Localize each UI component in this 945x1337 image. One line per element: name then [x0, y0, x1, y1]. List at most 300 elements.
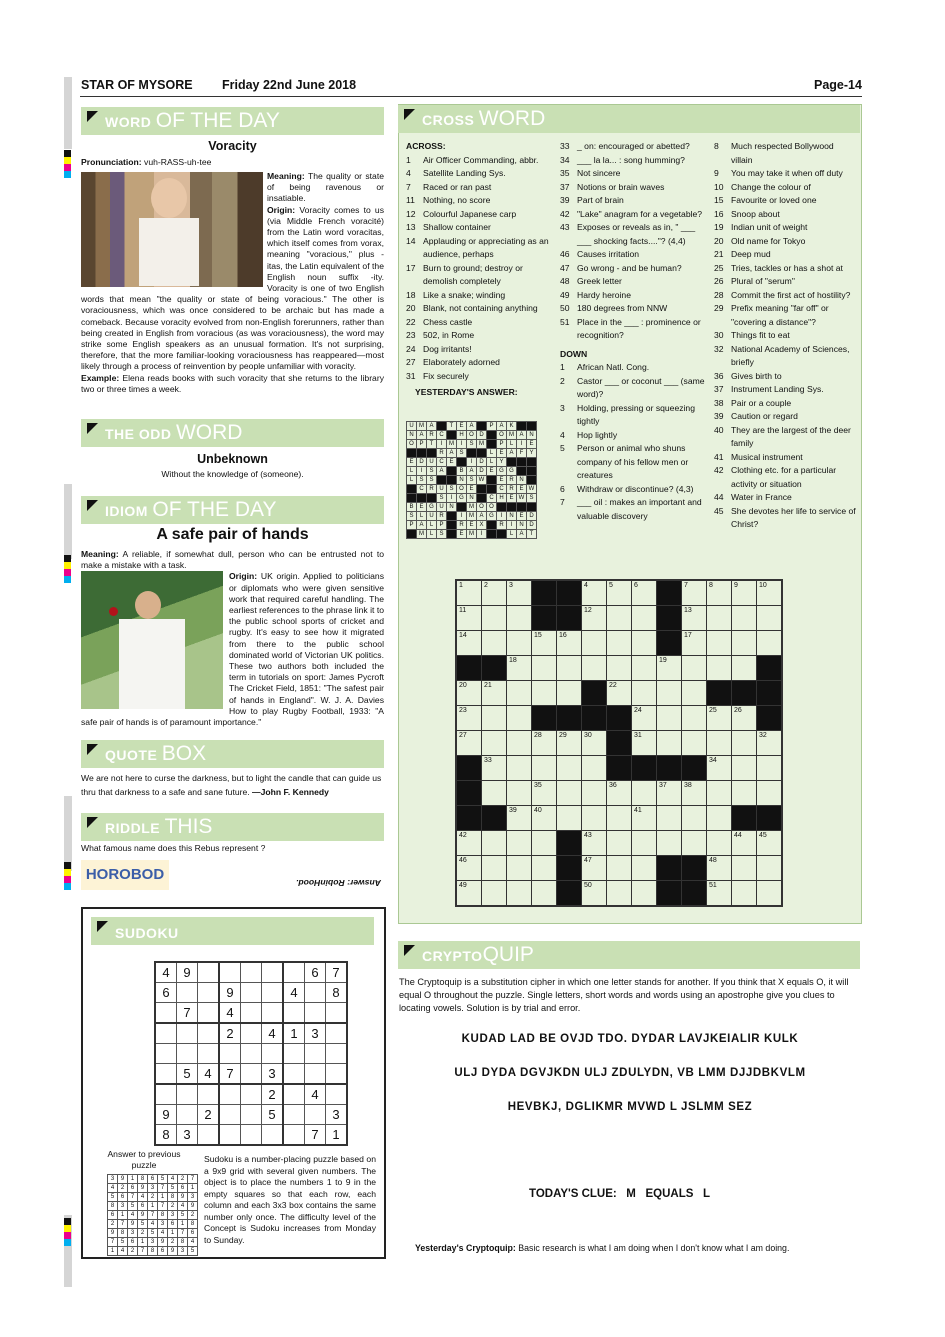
yesterday-cell: N: [447, 503, 457, 512]
crossword-cell[interactable]: 25: [707, 706, 732, 731]
sudoku-cell[interactable]: [155, 1064, 177, 1085]
yesterday-cell: R: [427, 485, 437, 494]
crossword-cell[interactable]: [632, 881, 657, 907]
crossword-black-cell: [557, 706, 582, 731]
crossword-cell[interactable]: 20: [456, 681, 482, 706]
sudoku-cell: 3: [305, 1023, 326, 1044]
across-clues-col1: ACROSS: 1 Air Officer Commanding, abbr. 4 Satellite Landing Sys. 7 Raced or ran past 11 Nothing, no score 12 Colourful Japanese carp 13 Shallow container 14 Applauding or appreciating as an audience, perhaps 17 Burn to ground; destroy or demolish completely 18 Like a snake; winding 20 Blank, not containing anything 22 Chess castle 23 502, in Rome 24 Dog irritants! 27 Elaborately adorned 31 Fix securely YESTERDAY'S ANSWER:: [406, 140, 556, 400]
sudoku-answer-cell: 5: [108, 1193, 118, 1202]
crossword-cell[interactable]: 47: [582, 856, 607, 881]
sudoku-cell[interactable]: [177, 1023, 198, 1044]
sudoku-cell: 4: [198, 1064, 220, 1085]
sudoku-cell[interactable]: [155, 1084, 177, 1105]
crossword-black-cell: [582, 681, 607, 706]
yesterday-cell: Y: [527, 449, 537, 458]
yesterday-cell: I: [517, 440, 527, 449]
crossword-cell[interactable]: [507, 781, 532, 806]
crossword-black-cell: [456, 781, 482, 806]
sudoku-cell[interactable]: [219, 1044, 241, 1064]
crossword-cell[interactable]: [682, 806, 707, 831]
crossword-cell[interactable]: [707, 606, 732, 631]
crossword-black-cell: [757, 656, 783, 681]
yesterday-cell: [437, 476, 447, 485]
sudoku-cell[interactable]: [326, 1023, 348, 1044]
crossword-cell[interactable]: [507, 831, 532, 856]
yesterday-cell: [497, 530, 507, 539]
sudoku-answer-cell: 2: [108, 1220, 118, 1229]
crossword-cell[interactable]: [532, 681, 557, 706]
sudoku-answer-cell: 2: [168, 1238, 178, 1247]
crossword-cell[interactable]: 14: [456, 631, 482, 656]
crossword-cell[interactable]: [507, 731, 532, 756]
crossword-cell[interactable]: [582, 656, 607, 681]
sudoku-cell[interactable]: [283, 1125, 305, 1146]
crossword-cell[interactable]: 10: [757, 580, 783, 606]
yesterday-cell: [407, 494, 417, 503]
crossword-cell[interactable]: [532, 656, 557, 681]
crossword-cell[interactable]: [482, 706, 507, 731]
sudoku-cell[interactable]: [155, 1023, 177, 1044]
sudoku-answer-cell: 6: [178, 1184, 188, 1193]
sudoku-cell[interactable]: [326, 1003, 348, 1024]
crossword-cell[interactable]: 8: [707, 580, 732, 606]
crossword-cell[interactable]: 51: [707, 881, 732, 907]
yesterday-cell: A: [427, 422, 437, 431]
sudoku-cell[interactable]: [219, 1105, 241, 1125]
crossword-cell[interactable]: [707, 631, 732, 656]
crossword-cell[interactable]: [682, 731, 707, 756]
sudoku-answer-cell: 3: [158, 1220, 168, 1229]
crossword-cell[interactable]: 31: [632, 731, 657, 756]
crossword-cell[interactable]: 24: [632, 706, 657, 731]
sudoku-cell[interactable]: [241, 1003, 262, 1024]
sudoku-cell[interactable]: [262, 1003, 284, 1024]
sudoku-cell[interactable]: [283, 1064, 305, 1085]
clue-item: 30 Things fit to eat: [714, 330, 790, 340]
crossword-cell[interactable]: [507, 756, 532, 781]
crossword-cell[interactable]: [632, 856, 657, 881]
sudoku-cell[interactable]: [155, 1044, 177, 1064]
crossword-cell[interactable]: [507, 631, 532, 656]
sudoku-cell[interactable]: [326, 1044, 348, 1064]
crossword-cell[interactable]: [632, 606, 657, 631]
sudoku-cell[interactable]: [241, 962, 262, 983]
idiom-body: Meaning: A reliable, if somewhat dull, person who can be entrusted not to make a mistake with a task. Origin: UK origin. Applied to politicians or diplomats who were given sensitive work that required careful handling. The earliest references to the phrase link it to the public school sports of cricket and rugby. It's easy to see how it migrated from there to the public school dominated world of Victorian UK politics. These two authors both included the term in tutorials on sport: James Pycroft The Cricket Field, 1851: "The safest pair of hands in England". W. J. A. Davies How to play Rugby Football, 1933: "A safe pair of hands is of paramount importance.": [81, 549, 385, 728]
crossword-cell[interactable]: 36: [607, 781, 632, 806]
sudoku-cell[interactable]: [305, 1105, 326, 1125]
crossword-cell[interactable]: [707, 806, 732, 831]
crossword-cell[interactable]: [507, 881, 532, 907]
crossword-cell[interactable]: [607, 806, 632, 831]
sudoku-cell[interactable]: [241, 1044, 262, 1064]
crossword-cell[interactable]: [632, 656, 657, 681]
crossword-cell[interactable]: [607, 606, 632, 631]
crossword-cell[interactable]: 50: [582, 881, 607, 907]
clue-item: 48 Greek letter: [560, 276, 622, 286]
crossword-cell[interactable]: [607, 856, 632, 881]
crossword-cell[interactable]: [482, 731, 507, 756]
crossword-cell[interactable]: [607, 631, 632, 656]
sudoku-cell[interactable]: [326, 1084, 348, 1105]
sudoku-cell[interactable]: [305, 1003, 326, 1024]
crossword-cell[interactable]: 46: [456, 856, 482, 881]
yesterday-cell: I: [417, 467, 427, 476]
odd-word: Unbeknown: [197, 452, 268, 466]
clue-item: 13 Shallow container: [406, 222, 491, 232]
crossword-cell[interactable]: [582, 806, 607, 831]
crossword-cell[interactable]: 2: [482, 580, 507, 606]
crossword-cell[interactable]: [507, 606, 532, 631]
sudoku-cell[interactable]: [177, 1044, 198, 1064]
crossword-cell[interactable]: [657, 706, 682, 731]
crossword-cell[interactable]: [532, 856, 557, 881]
yesterday-cell: N: [467, 494, 477, 503]
crossword-cell[interactable]: [557, 806, 582, 831]
crossword-black-cell: [582, 706, 607, 731]
crossword-cell[interactable]: 12: [582, 606, 607, 631]
crossword-cell[interactable]: [757, 756, 783, 781]
sudoku-cell[interactable]: [305, 1044, 326, 1064]
yesterday-cell: E: [447, 458, 457, 467]
sudoku-cell[interactable]: [219, 1125, 241, 1146]
yesterday-cell: E: [467, 521, 477, 530]
yesterday-cell: B: [407, 503, 417, 512]
crossword-black-cell: [482, 656, 507, 681]
yesterday-cell: S: [427, 476, 437, 485]
sudoku-cell: 4: [219, 1003, 241, 1024]
crossword-cell[interactable]: 33: [482, 756, 507, 781]
yesterday-cell: M: [417, 530, 427, 539]
sudoku-answer-cell: 7: [108, 1238, 118, 1247]
crossword-cell[interactable]: [707, 656, 732, 681]
crossword-cell[interactable]: [757, 606, 783, 631]
crossword-cell[interactable]: 19: [657, 656, 682, 681]
crossword-cell[interactable]: [482, 631, 507, 656]
crossword-cell[interactable]: 11: [456, 606, 482, 631]
sudoku-cell[interactable]: [198, 1125, 220, 1146]
yesterday-cell: S: [437, 530, 447, 539]
crossword-cell[interactable]: 40: [532, 806, 557, 831]
crossword-cell[interactable]: [682, 656, 707, 681]
crossword-black-cell: [532, 580, 557, 606]
sudoku-answer-cell: 9: [178, 1193, 188, 1202]
crossword-cell[interactable]: 44: [732, 831, 757, 856]
crossword-cell[interactable]: 18: [507, 656, 532, 681]
crossword-cell[interactable]: [657, 731, 682, 756]
yesterday-cell: E: [407, 458, 417, 467]
crossword-cell[interactable]: 37: [657, 781, 682, 806]
crossword-cell[interactable]: [682, 706, 707, 731]
sudoku-cell[interactable]: [177, 1084, 198, 1105]
sudoku-cell[interactable]: [241, 1084, 262, 1105]
sudoku-answer-cell: 4: [118, 1247, 128, 1256]
crossword-cell[interactable]: [557, 656, 582, 681]
sudoku-cell[interactable]: [198, 983, 220, 1003]
crossword-black-cell: [557, 856, 582, 881]
crossword-cell[interactable]: [482, 606, 507, 631]
sudoku-cell[interactable]: [241, 1064, 262, 1085]
crossword-cell[interactable]: [657, 831, 682, 856]
yesterday-cell: I: [507, 521, 517, 530]
clue-item: 26 Plural of "serum": [714, 276, 795, 286]
yesterday-cell: M: [447, 440, 457, 449]
crossword-cell[interactable]: 4: [582, 580, 607, 606]
crossword-black-cell: [682, 856, 707, 881]
crossword-cell[interactable]: 13: [682, 606, 707, 631]
clue-item: 19 Indian unit of weight: [714, 222, 808, 232]
yesterday-cell: P: [497, 440, 507, 449]
yesterday-cell: E: [527, 440, 537, 449]
sudoku-answer-cell: 5: [148, 1229, 158, 1238]
sudoku-cell[interactable]: [177, 983, 198, 1003]
crossword-black-cell: [557, 881, 582, 907]
crossword-cell[interactable]: [607, 881, 632, 907]
crossword-cell[interactable]: 43: [582, 831, 607, 856]
yesterday-cell: [527, 458, 537, 467]
sudoku-answer-cell: 4: [158, 1229, 168, 1238]
sudoku-cell: 4: [262, 1023, 284, 1044]
crossword-cell[interactable]: 45: [757, 831, 783, 856]
crossword-cell[interactable]: 22: [607, 681, 632, 706]
sudoku-cell[interactable]: [198, 1084, 220, 1105]
crossword-black-cell: [456, 756, 482, 781]
sudoku-answer-cell: 8: [148, 1247, 158, 1256]
crossword-cell[interactable]: [507, 706, 532, 731]
clue-item: 31 Fix securely: [406, 370, 469, 381]
crossword-cell[interactable]: [682, 831, 707, 856]
sudoku-cell[interactable]: [241, 983, 262, 1003]
crossword-cell[interactable]: 39: [507, 806, 532, 831]
clue-item: 41 Musical instrument: [714, 451, 803, 462]
yesterday-cell: [487, 440, 497, 449]
crossword-cell[interactable]: 29: [557, 731, 582, 756]
sudoku-answer-cell: 8: [118, 1229, 128, 1238]
sudoku-cell: 4: [283, 983, 305, 1003]
sudoku-answer-cell: 7: [188, 1175, 198, 1184]
crossword-cell[interactable]: 26: [732, 706, 757, 731]
riddle-answer: Answer: RobinHood.: [296, 878, 381, 888]
sudoku-cell[interactable]: [241, 1023, 262, 1044]
crossword-cell[interactable]: [607, 831, 632, 856]
crossword-cell[interactable]: [732, 856, 757, 881]
sudoku-answer-cell: 9: [138, 1184, 148, 1193]
cryptoquip-banner: CRYPTOQUIP: [398, 941, 860, 969]
crossword-cell[interactable]: [732, 731, 757, 756]
sudoku-cell[interactable]: [262, 962, 284, 983]
yesterday-cell: S: [407, 512, 417, 521]
sudoku-cell: 6: [155, 983, 177, 1003]
crossword-cell[interactable]: 5: [607, 580, 632, 606]
sudoku-cell[interactable]: [219, 1084, 241, 1105]
crossword-cell[interactable]: 27: [456, 731, 482, 756]
sudoku-cell[interactable]: [198, 962, 220, 983]
crossword-cell[interactable]: [482, 856, 507, 881]
yesterday-cell: E: [457, 530, 467, 539]
crossword-cell[interactable]: [482, 781, 507, 806]
sudoku-cell[interactable]: [262, 1125, 284, 1146]
crossword-cell[interactable]: [732, 631, 757, 656]
yesterday-cell: E: [497, 476, 507, 485]
crossword-cell[interactable]: [507, 856, 532, 881]
crossword-cell[interactable]: [757, 631, 783, 656]
sudoku-answer-cell: 4: [138, 1193, 148, 1202]
crossword-cell[interactable]: 1: [456, 580, 482, 606]
triangle-icon: [97, 921, 108, 932]
crossword-cell[interactable]: [632, 781, 657, 806]
sudoku-answer-cell: 6: [108, 1211, 118, 1220]
sudoku-answer-cell: 6: [148, 1175, 158, 1184]
crossword-cell[interactable]: [582, 756, 607, 781]
crossword-cell[interactable]: [732, 781, 757, 806]
yesterday-cell: [487, 521, 497, 530]
crossword-cell[interactable]: [732, 656, 757, 681]
sudoku-cell[interactable]: [198, 1023, 220, 1044]
crossword-cell[interactable]: [532, 756, 557, 781]
clue-item: 11 Nothing, no score: [406, 195, 491, 205]
yesterday-cell: D: [477, 431, 487, 440]
crossword-cell[interactable]: [632, 681, 657, 706]
crossword-cell[interactable]: 32: [757, 731, 783, 756]
crossword-cell[interactable]: [482, 881, 507, 907]
crossword-cell[interactable]: 16: [557, 631, 582, 656]
girl-reading-photo: [81, 172, 263, 287]
crossword-cell[interactable]: [707, 731, 732, 756]
sudoku-answer-cell: 6: [158, 1247, 168, 1256]
clue-item: 27 Elaborately adorned: [406, 357, 500, 367]
crossword-cell[interactable]: 42: [456, 831, 482, 856]
crossword-cell[interactable]: 30: [582, 731, 607, 756]
sudoku-grid[interactable]: [154, 961, 348, 1146]
sudoku-cell[interactable]: [262, 1044, 284, 1064]
sudoku-answer-cell: 2: [128, 1247, 138, 1256]
crossword-cell[interactable]: 35: [532, 781, 557, 806]
sudoku-cell[interactable]: [241, 1105, 262, 1125]
crossword-cell[interactable]: 3: [507, 580, 532, 606]
sudoku-cell[interactable]: [262, 983, 284, 1003]
crossword-cell[interactable]: [707, 781, 732, 806]
sudoku-cell[interactable]: [283, 1003, 305, 1024]
crossword-cell[interactable]: [657, 681, 682, 706]
crossword-cell[interactable]: 41: [632, 806, 657, 831]
sudoku-cell[interactable]: [326, 1064, 348, 1085]
sudoku-answer-grid: [107, 1174, 198, 1256]
sudoku-cell[interactable]: [241, 1125, 262, 1146]
crossword-cell[interactable]: 6: [632, 580, 657, 606]
crossword-cell[interactable]: [482, 831, 507, 856]
crossword-cell[interactable]: [757, 781, 783, 806]
sudoku-cell[interactable]: [198, 1044, 220, 1064]
yesterday-cell: L: [407, 476, 417, 485]
sudoku-cell[interactable]: [283, 1105, 305, 1125]
crossword-cell[interactable]: [532, 831, 557, 856]
sudoku-cell[interactable]: [219, 962, 241, 983]
crossword-cell[interactable]: 7: [682, 580, 707, 606]
crossword-cell[interactable]: 17: [682, 631, 707, 656]
cricketer-photo: [81, 571, 223, 709]
crossword-cell[interactable]: [757, 881, 783, 907]
sudoku-answer-cell: 7: [158, 1184, 168, 1193]
crossword-cell[interactable]: [732, 756, 757, 781]
sudoku-cell: 6: [305, 962, 326, 983]
crossword-cell[interactable]: [582, 781, 607, 806]
sudoku-cell[interactable]: [177, 1105, 198, 1125]
crossword-cell[interactable]: 48: [707, 856, 732, 881]
crossword-cell[interactable]: [732, 881, 757, 907]
sudoku-cell[interactable]: [198, 1003, 220, 1024]
yesterday-cell: G: [457, 494, 467, 503]
clue-item: 39 Caution or regard: [714, 411, 798, 421]
clue-item: 32 National Academy of Sciences, briefly: [714, 343, 850, 367]
sudoku-answer-cell: 6: [168, 1220, 178, 1229]
crossword-cell[interactable]: [707, 831, 732, 856]
rebus-image: HOROBOD: [81, 860, 169, 890]
crossword-cell[interactable]: 15: [532, 631, 557, 656]
sudoku-answer-cell: 6: [188, 1229, 198, 1238]
sudoku-cell[interactable]: [305, 1064, 326, 1085]
crossword-cell[interactable]: [632, 831, 657, 856]
sudoku-cell[interactable]: [155, 1003, 177, 1024]
yesterday-cell: L: [417, 512, 427, 521]
crossword-grid[interactable]: [455, 579, 783, 907]
yesterday-cell: S: [467, 476, 477, 485]
crossword-cell[interactable]: 23: [456, 706, 482, 731]
crossword-cell[interactable]: 28: [532, 731, 557, 756]
sudoku-cell[interactable]: [305, 983, 326, 1003]
clue-item: 39 Part of brain: [560, 195, 624, 205]
sudoku-answer-cell: 1: [168, 1229, 178, 1238]
crossword-cell[interactable]: [757, 856, 783, 881]
yesterday-cell: [417, 449, 427, 458]
crossword-cell[interactable]: [607, 656, 632, 681]
crossword-cell[interactable]: 21: [482, 681, 507, 706]
cryptoquip-line-3: HEVBKJ, DGLIKMR MVWD L JSLMM SEZ: [507, 1101, 753, 1113]
sudoku-cell[interactable]: [283, 1084, 305, 1105]
sudoku-answer-cell: 4: [168, 1175, 178, 1184]
yesterday-cell: G: [487, 512, 497, 521]
yesterday-cell: S: [447, 485, 457, 494]
crossword-cell[interactable]: [732, 606, 757, 631]
yesterday-cell: R: [437, 449, 447, 458]
clue-item: 38 Pair or a couple: [714, 397, 792, 408]
crossword-cell[interactable]: 9: [732, 580, 757, 606]
yesterday-cell: [447, 521, 457, 530]
sudoku-answer-cell: 2: [138, 1229, 148, 1238]
crossword-cell[interactable]: [557, 681, 582, 706]
crossword-cell[interactable]: 49: [456, 881, 482, 907]
crossword-black-cell: [657, 606, 682, 631]
crossword-cell[interactable]: [532, 881, 557, 907]
sudoku-cell[interactable]: [283, 1044, 305, 1064]
sudoku-cell: 2: [219, 1023, 241, 1044]
crossword-cell[interactable]: 38: [682, 781, 707, 806]
yesterday-cell: [507, 503, 517, 512]
crossword-cell[interactable]: [582, 631, 607, 656]
crossword-cell[interactable]: 34: [707, 756, 732, 781]
clue-item: 18 Like a snake; winding: [406, 289, 506, 300]
yesterday-cell: C: [437, 458, 447, 467]
crossword-black-cell: [757, 681, 783, 706]
crossword-black-cell: [557, 580, 582, 606]
crossword-cell[interactable]: [632, 631, 657, 656]
sudoku-answer-cell: 7: [148, 1211, 158, 1220]
crossword-cell[interactable]: [557, 781, 582, 806]
crossword-cell[interactable]: [682, 681, 707, 706]
sudoku-answer-cell: 6: [128, 1238, 138, 1247]
crossword-cell[interactable]: [557, 756, 582, 781]
sudoku-cell[interactable]: [283, 962, 305, 983]
crossword-cell[interactable]: [507, 681, 532, 706]
crossword-cell[interactable]: [657, 806, 682, 831]
